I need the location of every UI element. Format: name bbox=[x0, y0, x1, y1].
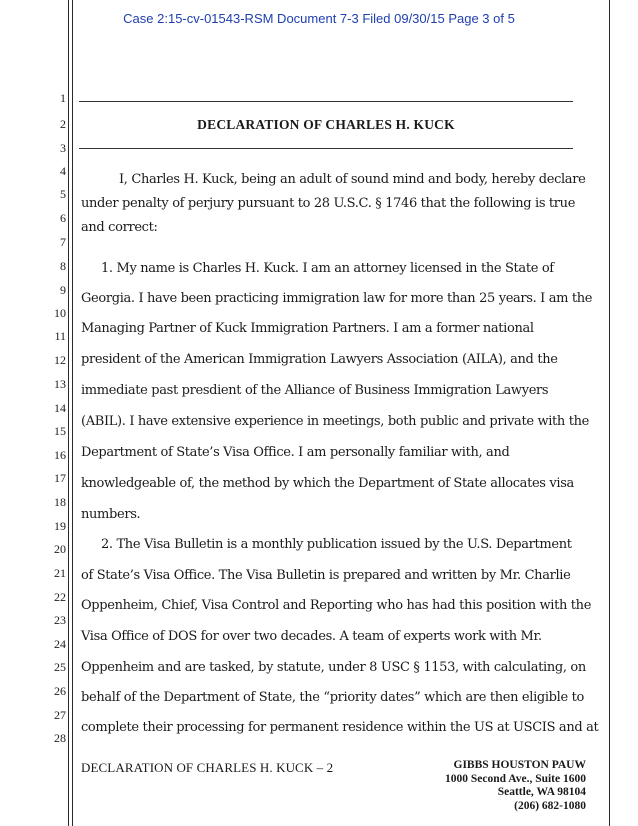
body-line: Visa Office of DOS for over two decades. A team of experts work with Mr. bbox=[81, 629, 542, 644]
firm-address-line2: Seattle, WA 98104 bbox=[497, 786, 586, 798]
body-line: under penalty of perjury pursuant to 28 U.S.C. § 1746 that the following is true bbox=[81, 196, 576, 211]
line-number: 24 bbox=[54, 637, 66, 651]
line-number: 25 bbox=[54, 660, 66, 674]
left-margin-rule-outer bbox=[68, 0, 69, 826]
line-number: 14 bbox=[54, 401, 66, 415]
line-number: 4 bbox=[60, 164, 66, 178]
line-number: 19 bbox=[54, 519, 66, 533]
line-number: 1 bbox=[60, 91, 66, 105]
line-number: 28 bbox=[54, 731, 66, 745]
body-line: president of the American Immigration Lawyers Association (AILA), and the bbox=[81, 352, 558, 367]
title-rule-bottom bbox=[79, 148, 573, 149]
line-number: 13 bbox=[54, 377, 66, 391]
line-number: 5 bbox=[60, 187, 66, 201]
line-number: 3 bbox=[60, 141, 66, 155]
body-line: 2. The Visa Bulletin is a monthly publication issued by the U.S. Department bbox=[101, 537, 572, 552]
body-line: Oppenheim and are tasked, by statute, under 8 USC § 1153, with calculating, on bbox=[81, 660, 586, 675]
body-line: complete their processing for permanent residence within the US at USCIS and at bbox=[81, 720, 599, 735]
firm-name: GIBBS HOUSTON PAUW bbox=[453, 759, 586, 771]
line-number: 12 bbox=[54, 353, 66, 367]
line-number: 18 bbox=[54, 495, 66, 509]
firm-phone: (206) 682-1080 bbox=[514, 799, 586, 812]
line-number: 8 bbox=[60, 259, 66, 273]
line-number: 11 bbox=[54, 329, 66, 343]
case-header-stamp: Case 2:15-cv-01543-RSM Document 7-3 Filed 09/30/15 Page 3 of 5 bbox=[123, 11, 515, 26]
line-number: 17 bbox=[54, 471, 66, 485]
body-line: behalf of the Department of State, the “priority dates” which are then eligible to bbox=[81, 690, 584, 705]
line-number: 27 bbox=[54, 708, 66, 722]
line-number: 26 bbox=[54, 684, 66, 698]
right-margin-rule bbox=[609, 0, 610, 826]
line-number: 7 bbox=[60, 235, 66, 249]
footer-caption: DECLARATION OF CHARLES H. KUCK – 2 bbox=[81, 760, 334, 775]
body-line: and correct: bbox=[81, 220, 158, 235]
line-number: 6 bbox=[60, 211, 66, 225]
line-number: 15 bbox=[54, 424, 66, 438]
line-number: 20 bbox=[54, 542, 66, 556]
body-line: Georgia. I have been practicing immigration law for more than 25 years. I am the bbox=[81, 291, 593, 306]
body-line: I, Charles H. Kuck, being an adult of sound mind and body, hereby declare bbox=[119, 172, 586, 187]
line-number: 21 bbox=[54, 566, 66, 580]
line-number: 22 bbox=[54, 590, 66, 604]
body-line: 1. My name is Charles H. Kuck. I am an attorney licensed in the State of bbox=[101, 261, 554, 276]
footer-firm-block bbox=[445, 759, 586, 813]
body-line: Department of State’s Visa Office. I am personally familiar with, and bbox=[81, 445, 510, 460]
body-line: Oppenheim, Chief, Visa Control and Reporting who has had this position with the bbox=[81, 598, 592, 613]
body-line: numbers. bbox=[81, 507, 141, 522]
body-line: Managing Partner of Kuck Immigration Partners. I am a former national bbox=[81, 321, 534, 336]
document-title: DECLARATION OF CHARLES H. KUCK bbox=[197, 117, 455, 132]
title-rule-top bbox=[79, 101, 573, 102]
body-line: (ABIL). I have extensive experience in meetings, both public and private with the bbox=[81, 414, 589, 429]
body-line: immediate past presdient of the Alliance of Business Immigration Lawyers bbox=[81, 383, 549, 398]
line-number: 2 bbox=[60, 117, 66, 131]
body-line: of State’s Visa Office. The Visa Bulletin is prepared and written by Mr. Charlie bbox=[81, 568, 571, 583]
line-number: 10 bbox=[54, 306, 66, 320]
left-margin-rule-inner bbox=[72, 0, 73, 826]
firm-address-line1: 1000 Second Ave., Suite 1600 bbox=[445, 772, 586, 785]
body-line: knowledgeable of, the method by which the Department of State allocates visa bbox=[81, 476, 574, 491]
line-number: 9 bbox=[60, 283, 66, 297]
line-number: 16 bbox=[54, 448, 66, 462]
line-number: 23 bbox=[54, 613, 66, 627]
